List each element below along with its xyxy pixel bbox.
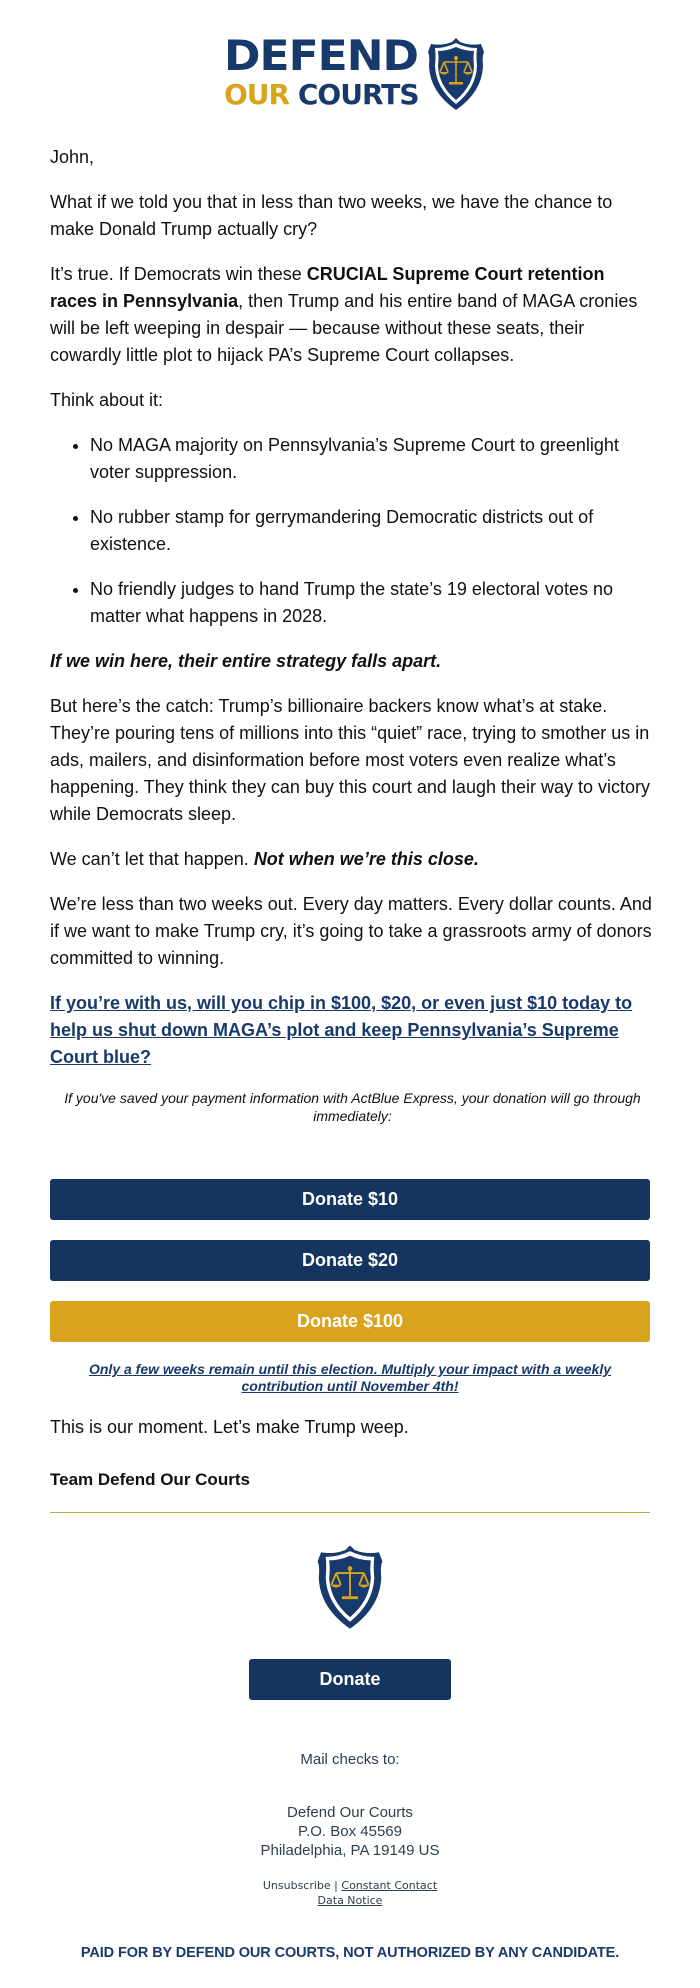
logo-wordmark bbox=[224, 32, 419, 111]
footer-divider bbox=[50, 1512, 650, 1513]
mailing-address bbox=[0, 1803, 700, 1860]
actblue-express-note: If you've saved your payment information with ActBlue Express, your donation will go through immediately: bbox=[64, 1090, 641, 1124]
donate-20-button[interactable]: Donate $20 bbox=[50, 1240, 650, 1281]
paragraph-catch: But here’s the catch: Trump’s billionaire backers know what’s at stake. They’re pouring tens of millions into this “quiet” race, trying to smother us in ads, mailers, and disinformation before most voters even realize what’s happening. They think they can buy this court and laugh their way to victory while Democrats sleep. bbox=[50, 696, 651, 824]
donate-100-button[interactable]: Donate $100 bbox=[50, 1301, 650, 1342]
paragraph-intro: What if we told you that in less than two weeks, we have the chance to make Donald Trump actually cry? bbox=[50, 192, 613, 239]
weekly-contribution-link[interactable]: Only a few weeks remain until this election. Multiply your impact with a weekly contribution until November 4th! bbox=[88, 1361, 612, 1394]
unsubscribe-link[interactable]: Unsubscribe bbox=[262, 1879, 331, 1892]
donate-10-button[interactable]: Donate $10 bbox=[50, 1179, 650, 1220]
p6-emphasis: Not when we’re this close. bbox=[253, 849, 479, 869]
closing-line: This is our moment. Let’s make Trump weep. bbox=[50, 1417, 409, 1437]
p2-pre: It’s true. If Democrats win these bbox=[50, 264, 307, 284]
mail-checks-label: Mail checks to: bbox=[300, 1751, 400, 1768]
footer-donate-button[interactable]: Donate bbox=[249, 1659, 451, 1700]
paragraph-strategy: If we win here, their entire strategy falls apart. bbox=[50, 651, 442, 671]
header-logo bbox=[0, 0, 700, 130]
list-item: • No MAGA majority on Pennsylvania’s Supreme Court to greenlight voter suppression. bbox=[90, 432, 655, 486]
logo-line-defend: DEFEND bbox=[224, 32, 419, 81]
list-item: • No rubber stamp for gerrymandering Democratic districts out of existence. bbox=[90, 504, 655, 558]
footer-links-row-2 bbox=[0, 1893, 700, 1908]
link-separator: | bbox=[330, 1879, 342, 1892]
data-notice-link[interactable]: Data Notice bbox=[317, 1894, 383, 1907]
list-item: • No friendly judges to hand Trump the state’s 19 electoral votes no matter what happens in 2028. bbox=[90, 576, 655, 630]
p2-post: , then Trump and his entire band of MAGA cronies will be left weeping in despair — because without these seats, their cowardly little plot to hijack PA’s Supreme Court collapses. bbox=[50, 291, 638, 365]
bullet-list bbox=[50, 432, 655, 630]
shield-scales-icon bbox=[426, 36, 486, 112]
paragraph-cant-let bbox=[50, 846, 655, 873]
constant-contact-link[interactable]: Constant Contact bbox=[341, 1879, 438, 1892]
address-line-city: Philadelphia, PA 19149 US bbox=[260, 1842, 440, 1859]
paid-for-disclaimer: PAID FOR BY DEFEND OUR COURTS, NOT AUTHORIZED BY ANY CANDIDATE. bbox=[80, 1945, 620, 1961]
address-line-org: Defend Our Courts bbox=[287, 1804, 413, 1821]
paragraph-think-about-it: Think about it: bbox=[50, 390, 164, 410]
footer-links-row-1 bbox=[0, 1878, 700, 1893]
greeting: John, bbox=[50, 147, 95, 167]
logo-word-courts: COURTS bbox=[297, 78, 419, 111]
cta-donate-link[interactable]: If you’re with us, will you chip in $100, $20, or even just $10 today to help us shut down MAGA’s plot and keep Pennsylvania’s Supreme Court blue? bbox=[50, 993, 633, 1067]
logo-word-our: OUR bbox=[224, 78, 290, 111]
address-line-pobox: P.O. Box 45569 bbox=[298, 1823, 402, 1840]
p6-pre: We can’t let that happen. bbox=[50, 849, 254, 869]
cta-paragraph bbox=[50, 990, 655, 1071]
signoff: Team Defend Our Courts bbox=[50, 1470, 250, 1489]
shield-scales-icon bbox=[315, 1543, 385, 1631]
paragraph-two-weeks: We’re less than two weeks out. Every day matters. Every dollar counts. And if we want to make Trump cry, it’s going to take a grassroots army of donors committed to winning. bbox=[50, 894, 652, 968]
footer-links bbox=[0, 1878, 700, 1908]
p2-bold: CRUCIAL Supreme Court retention races in Pennsylvania bbox=[50, 264, 605, 311]
email-body bbox=[50, 144, 655, 1143]
logo-line-our-courts bbox=[224, 80, 419, 110]
paragraph-its-true bbox=[50, 261, 655, 369]
